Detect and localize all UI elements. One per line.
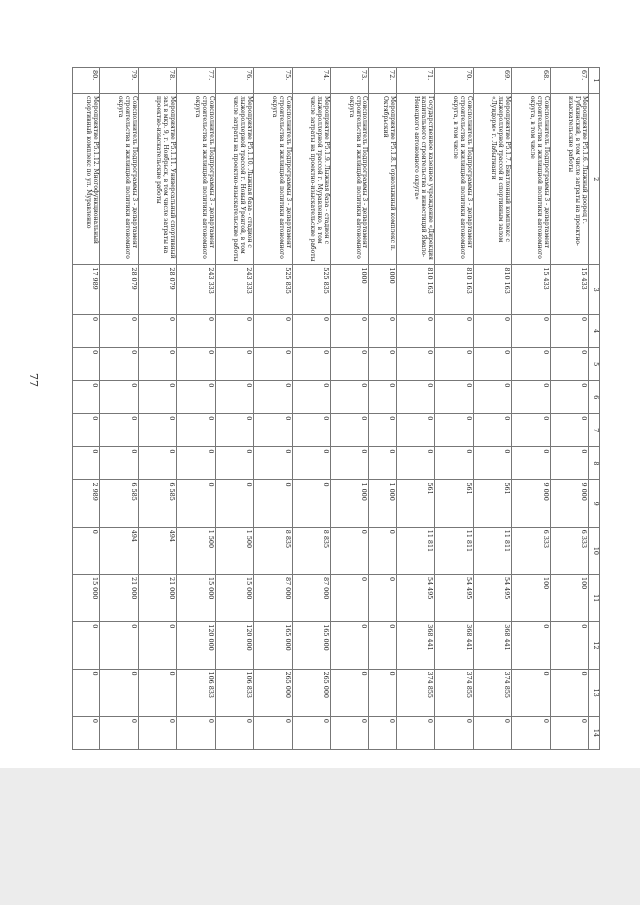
value-cell: 0 [473,381,511,414]
row-number: 69. [473,68,511,94]
value-cell: 0 [100,716,138,749]
value-cell: 0 [73,414,100,447]
value-cell: 0 [177,348,215,381]
row-name: Соисполнитель Подпрограммы 3 - департамент строительства и жилищной политики автономного округа [177,94,215,265]
value-cell: 0 [100,414,138,447]
value-cell: 368 441 [396,622,434,669]
value-cell: 11 811 [396,527,434,574]
value-cell: 0 [396,414,434,447]
value-cell: 0 [254,716,292,749]
value-cell: 494 [138,527,176,574]
column-header: 14 [589,716,600,749]
value-cell: 0 [254,348,292,381]
table-row [550,68,588,750]
row-name: Соисполнитель Подпрограммы 3 - департамент строительства и жилищной политики автономного округа [254,94,292,265]
row-name: Мероприятие Р5.1.9. Лыжная база - стадион с лыжероллерной трассой г. Муравленко, в том числе затраты на проектно-изыскательские работы [292,94,330,265]
value-cell: 0 [396,315,434,348]
value-cell: 0 [138,716,176,749]
value-cell: 6 333 [512,527,550,574]
value-cell: 561 [435,480,473,527]
value-cell: 1000 [369,265,396,315]
value-cell: 810 163 [396,265,434,315]
value-cell: 0 [215,348,253,381]
value-cell: 0 [473,315,511,348]
value-cell: 100 [550,575,588,622]
value-cell: 0 [396,381,434,414]
value-cell: 0 [73,669,100,716]
value-cell: 0 [550,622,588,669]
value-cell: 100 [512,575,550,622]
value-cell: 6 585 [138,480,176,527]
value-cell: 0 [473,414,511,447]
value-cell: 0 [100,348,138,381]
value-cell: 54 495 [473,575,511,622]
value-cell: 1 000 [369,480,396,527]
value-cell: 0 [215,447,253,480]
column-header: 4 [589,315,600,348]
value-cell: 0 [396,447,434,480]
value-cell: 0 [435,414,473,447]
value-cell: 0 [73,622,100,669]
value-cell: 0 [100,622,138,669]
table-row [512,68,550,750]
row-name: Соисполнитель Подпрограммы 3 - департамент строительства и жилищной политики автономного округа [331,94,369,265]
value-cell: 0 [512,669,550,716]
value-cell: 810 163 [435,265,473,315]
value-cell: 15 000 [73,575,100,622]
value-cell: 87 000 [254,575,292,622]
table-row [331,68,369,750]
row-number: 73. [331,68,369,94]
value-cell: 0 [369,716,396,749]
value-cell: 54 495 [396,575,434,622]
value-cell: 0 [435,348,473,381]
value-cell: 0 [331,669,369,716]
row-number: 75. [254,68,292,94]
value-cell: 0 [292,381,330,414]
value-cell: 0 [512,315,550,348]
value-cell: 0 [331,381,369,414]
column-header: 13 [589,669,600,716]
row-name: Соисполнитель Подпрограммы 3 - департамент строительства и жилищной политики автономного округа, в том числе [435,94,473,265]
row-number: 77. [177,68,215,94]
column-header: 3 [589,265,600,315]
value-cell: 11 811 [435,527,473,574]
value-cell: 0 [369,622,396,669]
table-row [396,68,434,750]
value-cell: 0 [292,480,330,527]
value-cell: 87 000 [292,575,330,622]
value-cell: 0 [215,315,253,348]
row-number: 80. [73,68,100,94]
value-cell: 0 [73,716,100,749]
value-cell: 265 000 [254,669,292,716]
value-cell: 374 855 [473,669,511,716]
table-row [177,68,215,750]
table-row [215,68,253,750]
value-cell: 8 835 [292,527,330,574]
row-name: Соисполнитель Подпрограммы 3 - департамент строительства и жилищной политики автономного округа [100,94,138,265]
budget-table [72,67,600,750]
value-cell: 810 163 [473,265,511,315]
row-name: Мероприятие Р5.1.10. Лыжная база - стадион с лыжероллерной трассой г. Новый Уренгой, в том числе затраты на проектно-изыскательские работы [215,94,253,265]
value-cell: 0 [73,447,100,480]
row-number: 78. [138,68,176,94]
value-cell: 15 000 [215,575,253,622]
value-cell: 0 [177,447,215,480]
value-cell: 0 [396,348,434,381]
value-cell: 6 333 [550,527,588,574]
value-cell: 0 [550,381,588,414]
value-cell: 0 [331,447,369,480]
value-cell: 120 000 [177,622,215,669]
value-cell: 1000 [331,265,369,315]
value-cell: 0 [369,381,396,414]
value-cell: 0 [550,414,588,447]
value-cell: 0 [100,315,138,348]
value-cell: 0 [177,381,215,414]
scanner-margin [0,768,640,905]
value-cell: 0 [369,414,396,447]
value-cell: 0 [100,669,138,716]
column-header: 9 [589,480,600,527]
value-cell: 1 500 [177,527,215,574]
value-cell: 374 855 [396,669,434,716]
value-cell: 0 [550,348,588,381]
value-cell: 0 [100,381,138,414]
row-number: 68. [512,68,550,94]
value-cell: 561 [473,480,511,527]
value-cell: 0 [369,315,396,348]
row-number: 71. [396,68,434,94]
value-cell: 0 [550,315,588,348]
value-cell: 0 [177,414,215,447]
value-cell: 0 [138,315,176,348]
value-cell: 21 000 [100,575,138,622]
value-cell: 0 [435,315,473,348]
value-cell: 15 433 [512,265,550,315]
value-cell: 0 [292,414,330,447]
table-row [100,68,138,750]
row-name: Мероприятие Р5.1.8. Горнолыжный комплекс п. Октябрьский [369,94,396,265]
value-cell: 0 [292,348,330,381]
value-cell: 368 441 [435,622,473,669]
value-cell: 0 [512,622,550,669]
value-cell: 243 333 [177,265,215,315]
value-cell: 0 [369,348,396,381]
value-cell: 0 [177,315,215,348]
value-cell: 9 000 [550,480,588,527]
table-body [73,68,589,750]
column-header: 12 [589,622,600,669]
value-cell: 0 [73,527,100,574]
value-cell: 0 [138,447,176,480]
column-header: 8 [589,447,600,480]
value-cell: 0 [215,716,253,749]
value-cell: 106 833 [215,669,253,716]
value-cell: 0 [369,447,396,480]
value-cell: 0 [473,447,511,480]
value-cell: 2 989 [73,480,100,527]
row-number: 72. [369,68,396,94]
value-cell: 0 [512,348,550,381]
row-number: 79. [100,68,138,94]
value-cell: 8 835 [254,527,292,574]
value-cell: 0 [100,447,138,480]
value-cell: 0 [473,716,511,749]
value-cell: 525 835 [292,265,330,315]
value-cell: 28 079 [138,265,176,315]
row-number: 74. [292,68,330,94]
value-cell: 17 989 [73,265,100,315]
value-cell: 561 [396,480,434,527]
column-header: 6 [589,381,600,414]
value-cell: 374 855 [435,669,473,716]
value-cell: 0 [512,447,550,480]
row-name: Соисполнитель Подпрограммы 3 - департамент строительства и жилищной политики автономного округа, в том числе [512,94,550,265]
value-cell: 0 [254,381,292,414]
value-cell: 165 000 [254,622,292,669]
value-cell: 28 079 [100,265,138,315]
value-cell: 0 [550,447,588,480]
value-cell: 106 833 [177,669,215,716]
value-cell: 0 [292,315,330,348]
row-name: Мероприятие Р5.1.11. Универсальный спортивный зал в мкр. 9, г. Ноябрьск, в том числе затраты на проектно-изыскательские работы [138,94,176,265]
value-cell: 11 811 [473,527,511,574]
value-cell: 0 [177,716,215,749]
column-header: 10 [589,527,600,574]
value-cell: 0 [138,348,176,381]
value-cell: 0 [369,527,396,574]
value-cell: 0 [254,315,292,348]
table-row [254,68,292,750]
value-cell: 0 [331,527,369,574]
value-cell: 120 000 [215,622,253,669]
row-name: Мероприятие Р5.1.12. Многофункциональный спортивный комплекс по ул. Муравленко [73,94,100,265]
value-cell: 0 [369,669,396,716]
value-cell: 0 [435,381,473,414]
value-cell: 9 000 [512,480,550,527]
value-cell: 525 835 [254,265,292,315]
table-row [73,68,100,750]
value-cell: 0 [369,575,396,622]
row-number: 70. [435,68,473,94]
value-cell: 0 [331,414,369,447]
value-cell: 0 [331,315,369,348]
value-cell: 0 [215,480,253,527]
value-cell: 0 [138,414,176,447]
value-cell: 54 495 [435,575,473,622]
row-number: 67. [550,68,588,94]
row-name: Государственное казенное учреждение «Дирекция капитального строительства и инвестиций Ямало-Ненецкого автономного округа» [396,94,434,265]
value-cell: 6 585 [100,480,138,527]
value-cell: 0 [254,480,292,527]
value-cell: 368 441 [473,622,511,669]
value-cell: 494 [100,527,138,574]
column-header: 7 [589,414,600,447]
value-cell: 0 [73,315,100,348]
value-cell: 0 [331,348,369,381]
value-cell: 0 [435,447,473,480]
value-cell: 0 [73,348,100,381]
budget-table-wrapper [72,67,600,750]
value-cell: 21 000 [138,575,176,622]
row-name: Мероприятие Р5.1.7. Биатлонный комплекс с лыжероллерной трассой и спортивным залом «Луидорм» г. Лабытнанги [473,94,511,265]
value-cell: 0 [512,716,550,749]
table-row [369,68,396,750]
value-cell: 0 [435,716,473,749]
value-cell: 0 [138,381,176,414]
value-cell: 1 000 [331,480,369,527]
column-header: 11 [589,575,600,622]
value-cell: 0 [215,414,253,447]
value-cell: 0 [550,716,588,749]
table-row [473,68,511,750]
value-cell: 0 [73,381,100,414]
value-cell: 0 [512,381,550,414]
value-cell: 243 333 [215,265,253,315]
column-header: 1 [589,68,600,94]
value-cell: 0 [512,414,550,447]
value-cell: 0 [396,716,434,749]
column-header: 2 [589,94,600,265]
value-cell: 0 [550,669,588,716]
value-cell: 165 000 [292,622,330,669]
value-cell: 15 433 [550,265,588,315]
page-number: 77 [27,373,40,387]
column-header: 5 [589,348,600,381]
header-row [589,68,600,750]
value-cell: 0 [215,381,253,414]
table-row [138,68,176,750]
value-cell: 0 [331,716,369,749]
value-cell: 0 [254,414,292,447]
table-row [435,68,473,750]
table-row [292,68,330,750]
value-cell: 0 [292,716,330,749]
value-cell: 265 000 [292,669,330,716]
value-cell: 0 [331,575,369,622]
value-cell: 0 [177,480,215,527]
value-cell: 0 [331,622,369,669]
value-cell: 0 [254,447,292,480]
value-cell: 0 [138,622,176,669]
row-name: Мероприятие Р5.1.6. Лыжный доорец г. Губкинский, в том числе затраты на проектно-изыскательские работы [550,94,588,265]
row-number: 76. [215,68,253,94]
value-cell: 1 500 [215,527,253,574]
value-cell: 0 [473,348,511,381]
value-cell: 15 000 [177,575,215,622]
value-cell: 0 [138,669,176,716]
value-cell: 0 [292,447,330,480]
